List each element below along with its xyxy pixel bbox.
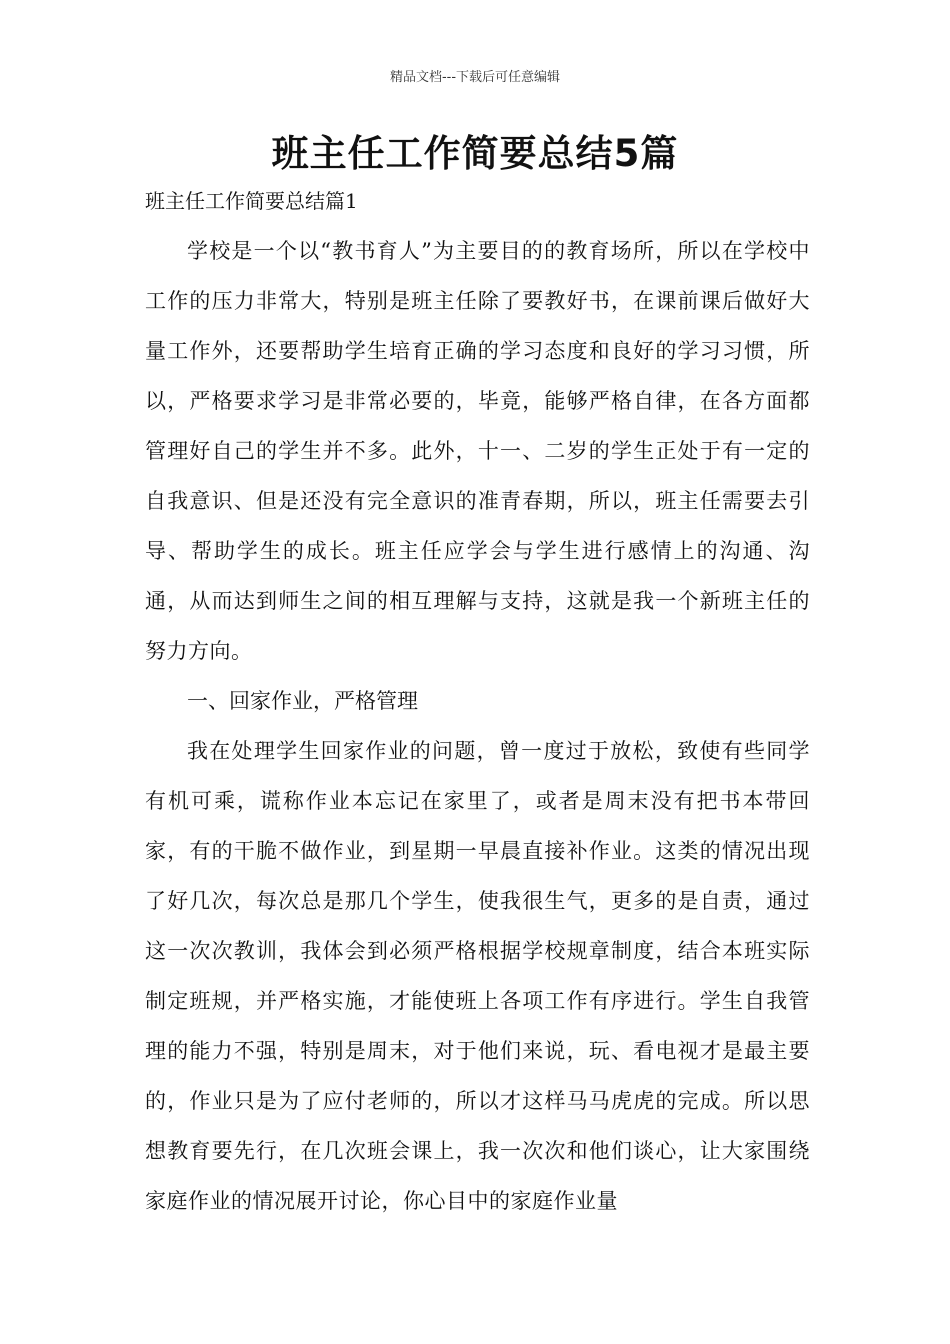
section-title: 班主任工作简要总结篇1 — [145, 189, 358, 213]
subheading-homework: 一、回家作业，严格管理 — [187, 689, 418, 713]
document-title: 班主任工作简要总结5篇 — [271, 132, 679, 175]
paragraph-homework: 我在处理学生回家作业的问题，曾一度过于放松，致使有些同学有机可乘，谎称作业本忘记在家里了，或者是周末没有把书本带回家，有的干脆不做作业，到星期一早晨直接补作业。这类的情况出现了好几次，每次总是那几个学生，使我很生气，更多的是自责，通过这一次次教训，我体会到必须严格根据学校规章制度，结合本班实际制定班规，并严格实施，才能使班上各项工作有序进行。学生自我管理的能力不强，特别是周末，对于他们来说，玩、看电视才是最主要的，作业只是为了应付老师的，所以才这样马马虎虎的完成。所以思想教育要先行，在几次班会课上，我一次次和他们谈心，让大家围绕家庭作业的情况展开讨论，你心目中的家庭作业量 — [145, 739, 810, 1213]
document-body — [145, 176, 810, 1226]
paragraph-intro: 学校是一个以“教书育人”为主要目的的教育场所，所以在学校中工作的压力非常大，特别是班主任除了要教好书，在课前课后做好大量工作外，还要帮助学生培育正确的学习态度和良好的学习习惯，所以，严格要求学习是非常必要的，毕竟，能够严格自律，在各方面都管理好自己的学生并不多。此外，十一、二岁的学生正处于有一定的自我意识、但是还没有完全意识的准青春期，所以，班主任需要去引导、帮助学生的成长。班主任应学会与学生进行感情上的沟通、沟通，从而达到师生之间的相互理解与支持，这就是我一个新班主任的努力方向。 — [145, 239, 810, 663]
header-note: 精品文档---下载后可任意编辑 — [389, 70, 561, 85]
